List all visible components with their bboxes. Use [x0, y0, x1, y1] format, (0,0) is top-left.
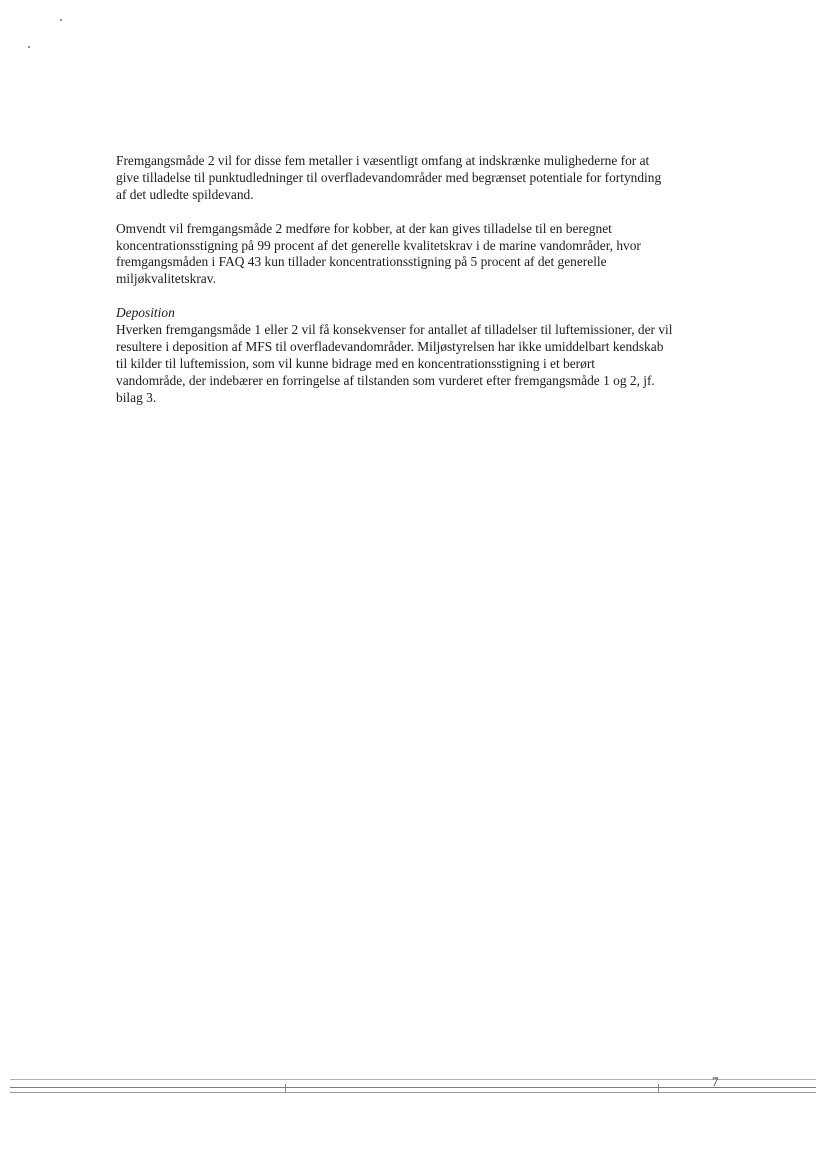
scan-speck — [28, 46, 30, 48]
text-line: til kilder til luftemission, som vil kunne bidrage med en koncentrationsstigning i et berørt — [116, 355, 596, 371]
footer-rule — [10, 1092, 816, 1093]
deposition-section — [116, 305, 722, 406]
text-line: bilag 3. — [116, 389, 157, 405]
text-line: miljøkvalitetskrav. — [116, 271, 216, 287]
text-line: Omvendt vil fremgangsmåde 2 medføre for kobber, at der kan gives tilladelse til en beregnet — [116, 220, 612, 236]
scan-speck — [60, 19, 62, 21]
text-line: fremgangsmåden i FAQ 43 kun tillader koncentrationsstigning på 5 procent af det generelle — [116, 254, 607, 270]
body-text — [116, 153, 722, 423]
footer-rule — [10, 1087, 816, 1088]
text-line: koncentrationsstigning på 99 procent af det generelle kvalitetskrav i de marine vandområder, hvor — [116, 237, 641, 253]
text-line: Hverken fremgangsmåde 1 eller 2 vil få konsekvenser for antallet af tilladelser til luftemissioner, der vil — [116, 322, 673, 338]
paragraph-2 — [116, 221, 722, 289]
footer-rule — [10, 1079, 816, 1080]
text-line: give tilladelse til punktudledninger til overfladevandområder med begrænset potentiale for fortynding — [116, 169, 662, 185]
page-number: 7 — [712, 1074, 719, 1089]
text-line: af det udledte spildevand. — [116, 186, 254, 202]
text-line: vandområde, der indebærer en forringelse af tilstanden som vurderet efter fremgangsmåde 1 og 2, jf. — [116, 372, 655, 388]
section-heading: Deposition — [116, 305, 175, 321]
text-line: Fremgangsmåde 2 vil for disse fem metaller i væsentligt omfang at indskrænke mulighederne for at — [116, 153, 650, 168]
footer-tick-mark — [658, 1084, 659, 1092]
text-line: resultere i deposition af MFS til overfladevandområder. Miljøstyrelsen har ikke umiddelbart kendskab — [116, 338, 664, 354]
paragraph-1 — [116, 153, 722, 204]
footer-tick-mark — [285, 1084, 286, 1092]
